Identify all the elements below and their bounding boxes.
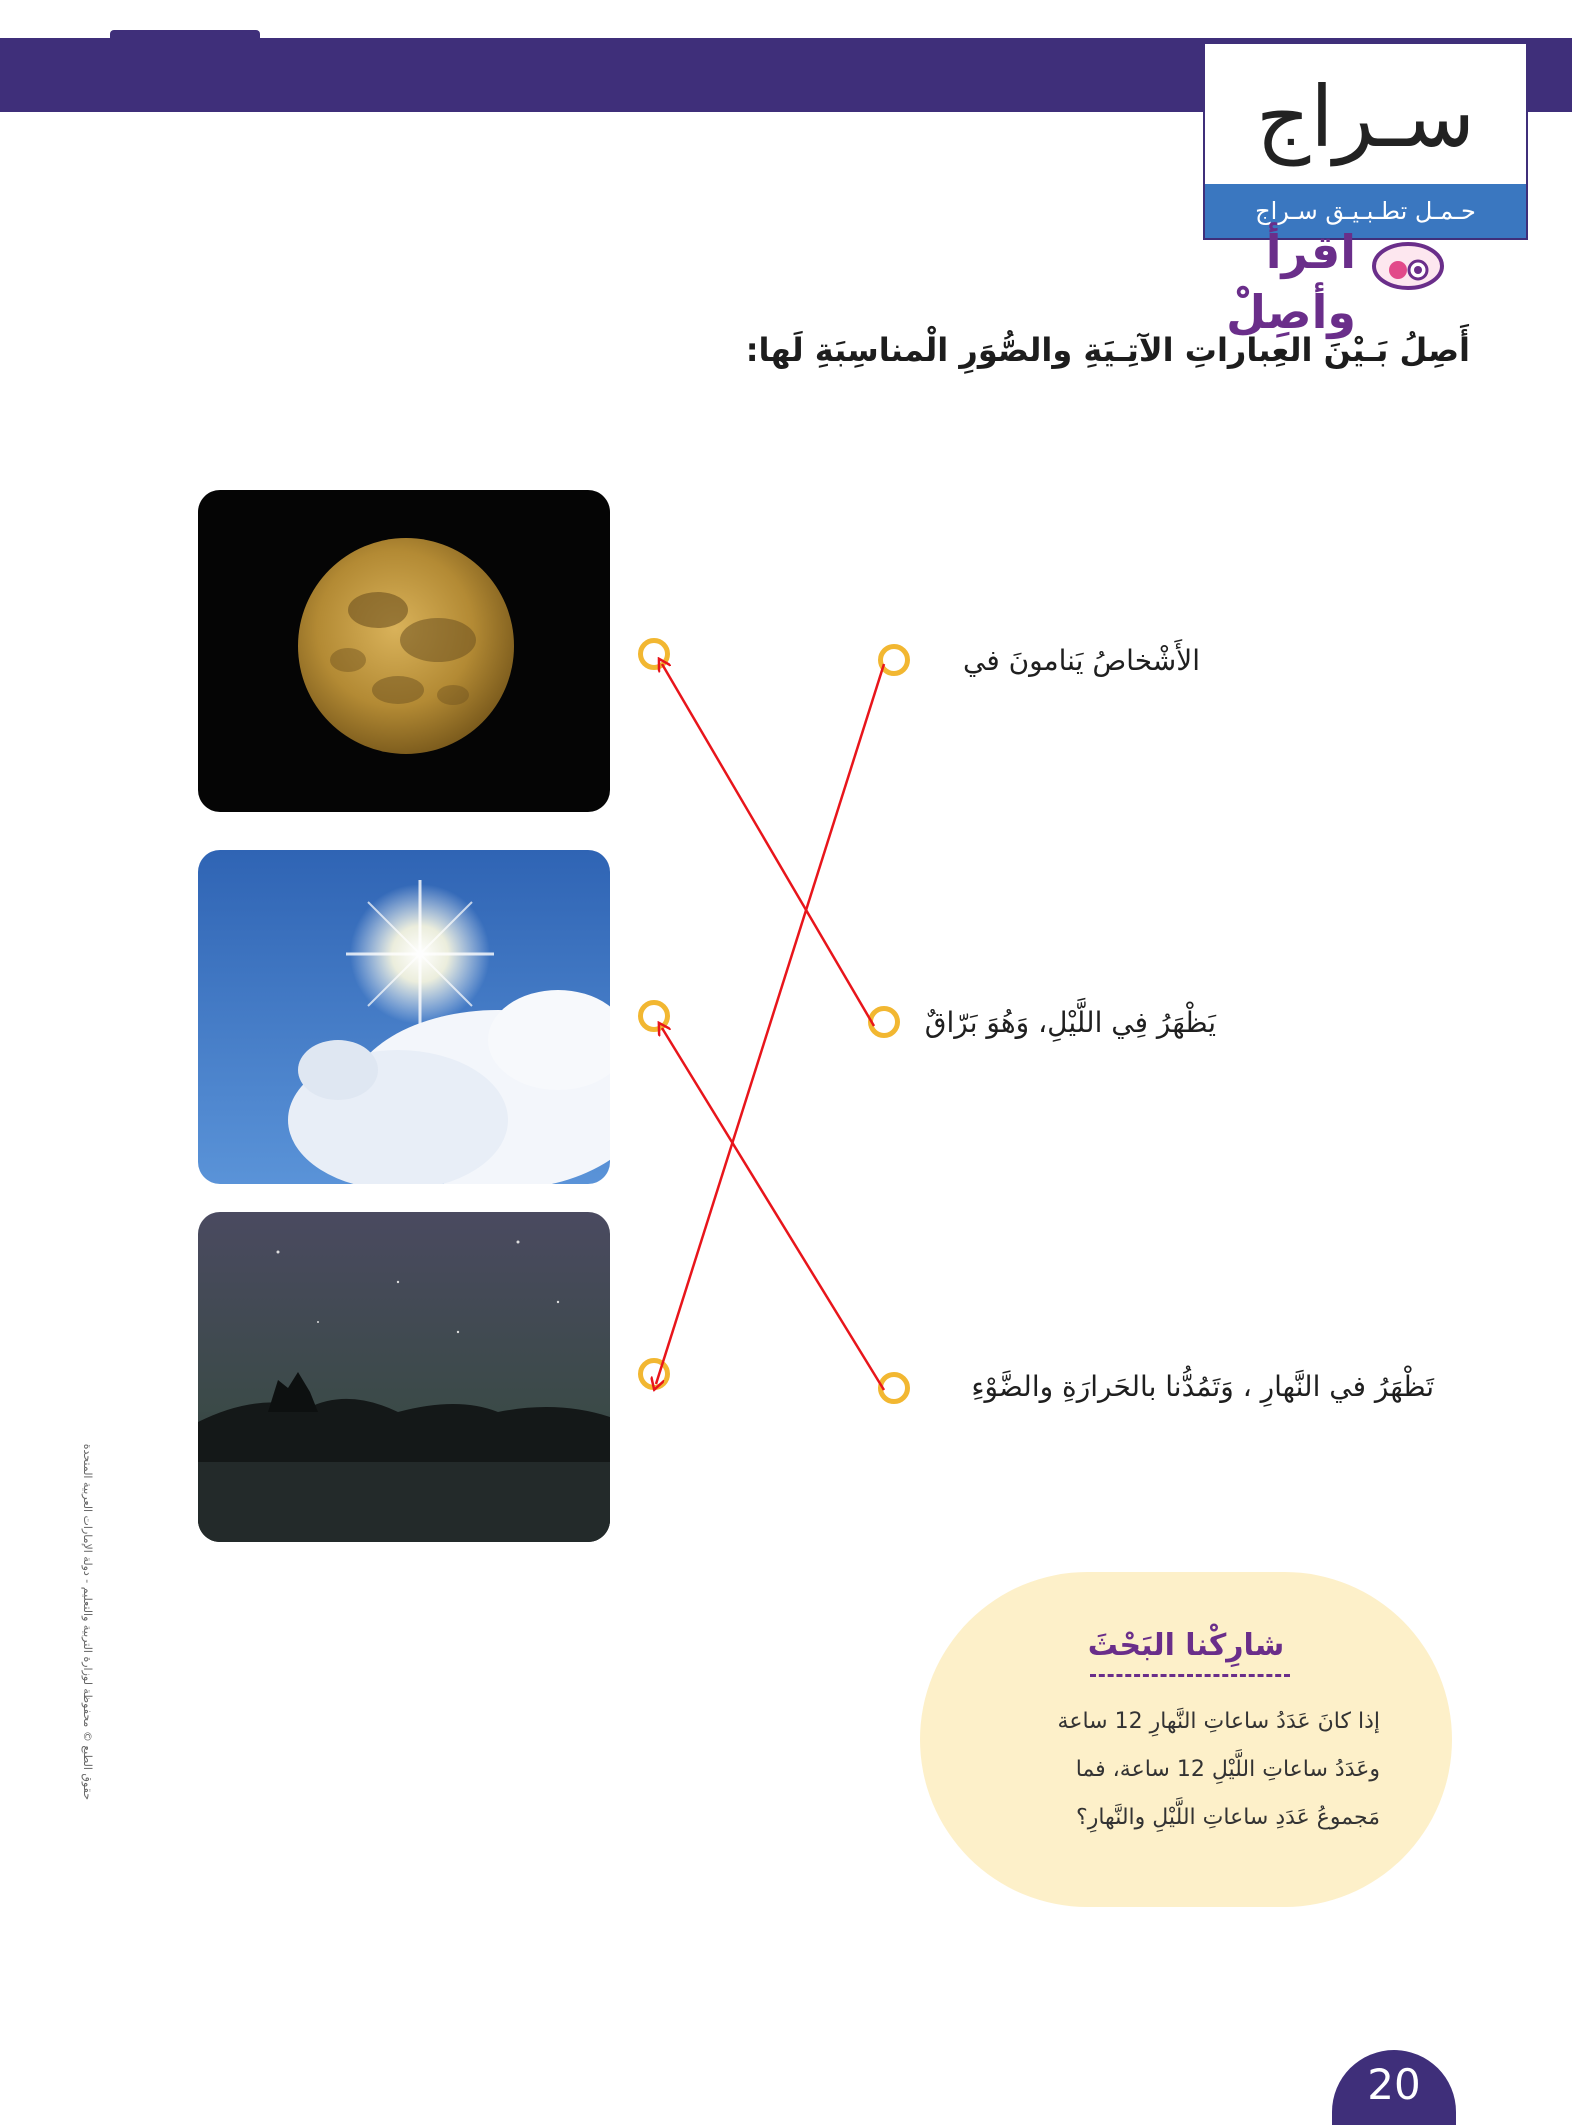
- answer-line-3: [662, 1028, 884, 1390]
- research-text: [980, 1698, 1380, 1842]
- statement-1: الأَشْخاصُ يَنامونَ في: [963, 644, 1200, 677]
- section-title: اقرأ وأصِلْ: [1226, 225, 1356, 339]
- logo-tagline: حـمـل تطـبـيـق سـراج: [1205, 184, 1526, 238]
- logo-word: سـراج: [1256, 68, 1475, 166]
- research-title-underline: [1090, 1674, 1290, 1677]
- research-line-3: مَجموعُ عَدَدِ ساعاتِ اللَّيْلِ والنَّهارِ؟: [1076, 1805, 1380, 1830]
- copyright-credit: حقوق الطبع © محفوظة لوزارة التربية والتعليم - دولة الإمارات العربية المتحدة: [81, 1443, 94, 1800]
- answer-line-1: [656, 664, 884, 1384]
- instruction: أَصِلُ بَـيْنَ العِباراتِ الآتِـيَةِ والصُّوَرِ الْمناسِبَةِ لَها:: [745, 331, 1470, 369]
- research-line-1: إذا كانَ عَدَدُ ساعاتِ النَّهارِ 12 ساعة: [1057, 1709, 1380, 1734]
- research-line-2: وعَدَدُ ساعاتِ اللَّيْلِ 12 ساعة، فما: [1075, 1757, 1380, 1782]
- answer-line-2: [662, 664, 874, 1026]
- statement-3: تَظْهَرُ في النَّهارِ ، وَتَمُدُّنا بالحَرارَةِ والضَّوْءِ: [971, 1370, 1434, 1403]
- page-number: 20: [1332, 2050, 1456, 2125]
- research-bubble: [920, 1572, 1452, 1907]
- research-title: شارِكْنا البَحْثَ: [1087, 1628, 1285, 1663]
- statement-2: يَظْهَرُ فِي اللَّيْلِ، وَهُوَ بَرّاقٌ: [924, 1006, 1216, 1039]
